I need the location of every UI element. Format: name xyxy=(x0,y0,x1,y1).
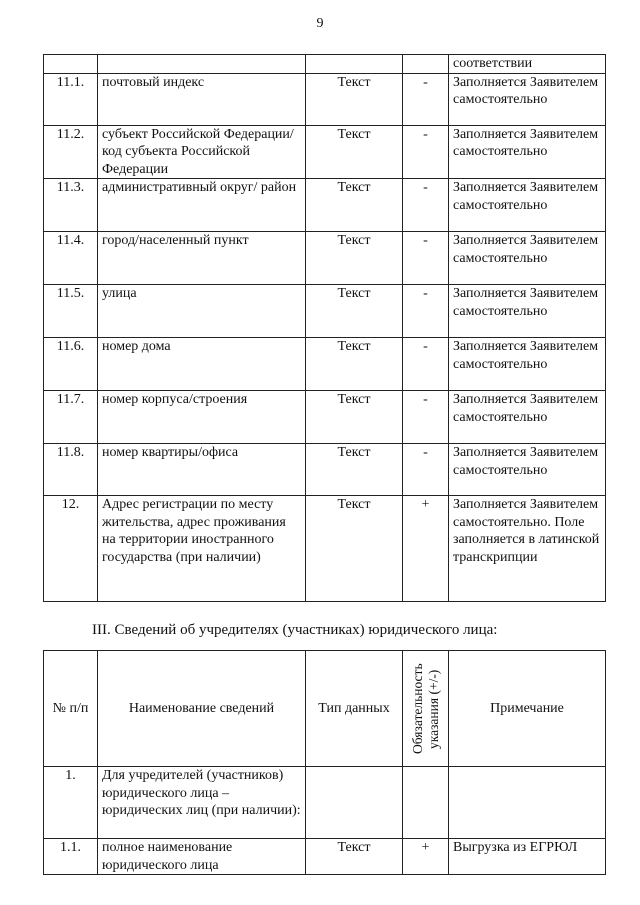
row-number: 11.6. xyxy=(44,338,98,391)
data-type: Текст xyxy=(306,125,403,179)
field-name: административный округ/ район xyxy=(98,179,306,232)
field-name: Адрес регистрации по месту жительства, адрес проживания на территории иностранного государства (при наличии) xyxy=(98,496,306,602)
field-name: номер квартиры/офиса xyxy=(98,444,306,496)
data-type: Текст xyxy=(306,496,403,602)
row-number: 11.2. xyxy=(44,125,98,179)
note-cell: Заполняется Заявителем самостоятельно xyxy=(449,73,606,125)
header-note: Примечание xyxy=(449,651,606,767)
page-number: 9 xyxy=(316,16,324,31)
founders-table xyxy=(43,650,606,875)
section-title: III. Сведений об учредителях (участниках) юридического лица: xyxy=(92,622,498,638)
field-name: номер дома xyxy=(98,338,306,391)
data-type xyxy=(306,767,403,839)
data-type: Текст xyxy=(306,391,403,444)
table-row xyxy=(44,179,606,232)
note-cell: Заполняется Заявителем самостоятельно xyxy=(449,444,606,496)
field-name: полное наименование юридического лица xyxy=(98,839,306,875)
row-number: 11.4. xyxy=(44,232,98,285)
note-cell: Заполняется Заявителем самостоятельно. Поле заполняется в латинской транскрипции xyxy=(449,496,606,602)
data-type: Текст xyxy=(306,232,403,285)
required-flag: - xyxy=(403,73,449,125)
required-flag: - xyxy=(403,125,449,179)
field-name: субъект Российской Федерации/код субъекта Российской Федерации xyxy=(98,125,306,179)
table-row xyxy=(44,232,606,285)
required-flag: + xyxy=(403,496,449,602)
header-number: № п/п xyxy=(44,651,98,767)
data-type: Текст xyxy=(306,338,403,391)
required-flag xyxy=(403,767,449,839)
field-name: город/населенный пункт xyxy=(98,232,306,285)
note-cell: Заполняется Заявителем самостоятельно xyxy=(449,285,606,338)
required-flag: - xyxy=(403,391,449,444)
data-type: Текст xyxy=(306,179,403,232)
table-row xyxy=(44,285,606,338)
row-number: 11.8. xyxy=(44,444,98,496)
table-row xyxy=(44,125,606,179)
note-cell: Заполняется Заявителем самостоятельно xyxy=(449,179,606,232)
note-cell: Выгрузка из ЕГРЮЛ xyxy=(449,839,606,875)
row-number: 11.7. xyxy=(44,391,98,444)
note-cell: Заполняется Заявителем самостоятельно xyxy=(449,232,606,285)
field-name: Для учредителей (участников) юридического лица – юридических лиц (при наличии): xyxy=(98,767,306,839)
field-name: улица xyxy=(98,285,306,338)
required-flag: - xyxy=(403,338,449,391)
header-type: Тип данных xyxy=(306,651,403,767)
table-row xyxy=(44,73,606,125)
data-type: Текст xyxy=(306,444,403,496)
table-row xyxy=(44,444,606,496)
data-type: Текст xyxy=(306,285,403,338)
table-row xyxy=(44,338,606,391)
row-number: 1. xyxy=(44,767,98,839)
table-row xyxy=(44,767,606,839)
note-cell xyxy=(449,767,606,839)
data-type: Текст xyxy=(306,73,403,125)
required-flag: + xyxy=(403,839,449,875)
required-flag: - xyxy=(403,179,449,232)
row-number: 12. xyxy=(44,496,98,602)
note-cell: Заполняется Заявителем самостоятельно xyxy=(449,391,606,444)
table-row xyxy=(44,55,606,74)
data-type: Текст xyxy=(306,839,403,875)
address-fields-table xyxy=(43,54,606,602)
row-number: 11.1. xyxy=(44,73,98,125)
row-number: 11.3. xyxy=(44,179,98,232)
table-header-row xyxy=(44,651,606,767)
note-cell: Заполняется Заявителем самостоятельно xyxy=(449,125,606,179)
field-name: почтовый индекс xyxy=(98,73,306,125)
required-flag: - xyxy=(403,444,449,496)
header-name: Наименование сведений xyxy=(98,651,306,767)
note-cell: Заполняется Заявителем самостоятельно xyxy=(449,338,606,391)
required-flag: - xyxy=(403,285,449,338)
row-number: 1.1. xyxy=(44,839,98,875)
table-row xyxy=(44,839,606,875)
note-cell: соответствии xyxy=(449,55,606,74)
required-flag: - xyxy=(403,232,449,285)
header-required-cell xyxy=(403,651,449,767)
field-name: номер корпуса/строения xyxy=(98,391,306,444)
header-required: Обязательность указания (+/-) xyxy=(409,663,441,754)
table-row xyxy=(44,496,606,602)
row-number: 11.5. xyxy=(44,285,98,338)
table-row xyxy=(44,391,606,444)
